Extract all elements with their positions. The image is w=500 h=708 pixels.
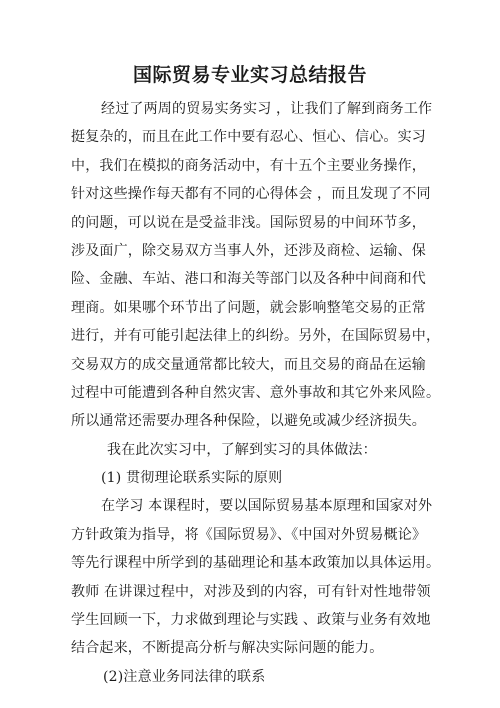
text-line: 教师 在讲课过程中，对涉及到的内容，可有针对性地带领 (71, 583, 431, 600)
text-line: 结合起来，不断提高分析与解决实际问题的能力。 (71, 640, 384, 657)
text-line: 交易双方的成交量通常都比较大，而且交易的商品在运输 (71, 356, 426, 373)
text-line: 的问题，可以说在是受益非浅。国际贸易的中间环节多， (71, 214, 426, 231)
text-line: 涉及面广，除交易双方当事人外，还涉及商检、运输、保 (71, 242, 426, 259)
text-line: 所以通常还需要办理各种保险，以避免或减少经济损失。 (71, 413, 426, 430)
text-line: 针对这些操作每天都有不同的心得体会 ，而且发现了不同 (71, 186, 431, 203)
text-line: 在学习 本课程时，要以国际贸易基本原理和国家对外 (101, 498, 433, 515)
text-line: 方针政策为指导，将《国际贸易》、《中国对外贸易概论》 (71, 526, 427, 543)
text-line: 等先行课程中所学到的基础理论和基本政策加以具体运用。 (71, 555, 441, 572)
text-line: 学生回顾一下，力求做到理论与实践 、政策与业务有效地 (71, 612, 431, 629)
section-heading: (2)注意业务同法律的联系 (103, 668, 266, 685)
text-line: 理商。如果哪个环节出了问题，就会影响整笔交易的正常 (71, 299, 426, 316)
text-line: 过程中可能遭到各种自然灾害、意外事故和其它外来风险。 (71, 384, 441, 401)
section-heading: (1) 贯彻理论联系实际的原则 (101, 470, 283, 487)
text-line: 挺复杂的，而且在此工作中要有忍心、恒心、信心。实习 (71, 129, 426, 146)
text-line: 我在此次实习中，了解到实习的具体做法： (107, 441, 377, 458)
text-line: 经过了两周的贸易实务实习 ，让我们了解到商务工作 (101, 101, 433, 117)
document-title: 国际贸易专业实习总结报告 (132, 64, 367, 86)
document-body (71, 95, 441, 691)
text-line: 进行，并有可能引起法律上的纠纷。另外，在国际贸易中， (71, 328, 441, 345)
text-line: 险、金融、车站、港口和海关等部门以及各种中间商和代 (71, 271, 426, 288)
text-line: 中，我们在模拟的商务活动中，有十五个主要业务操作， (71, 157, 426, 174)
